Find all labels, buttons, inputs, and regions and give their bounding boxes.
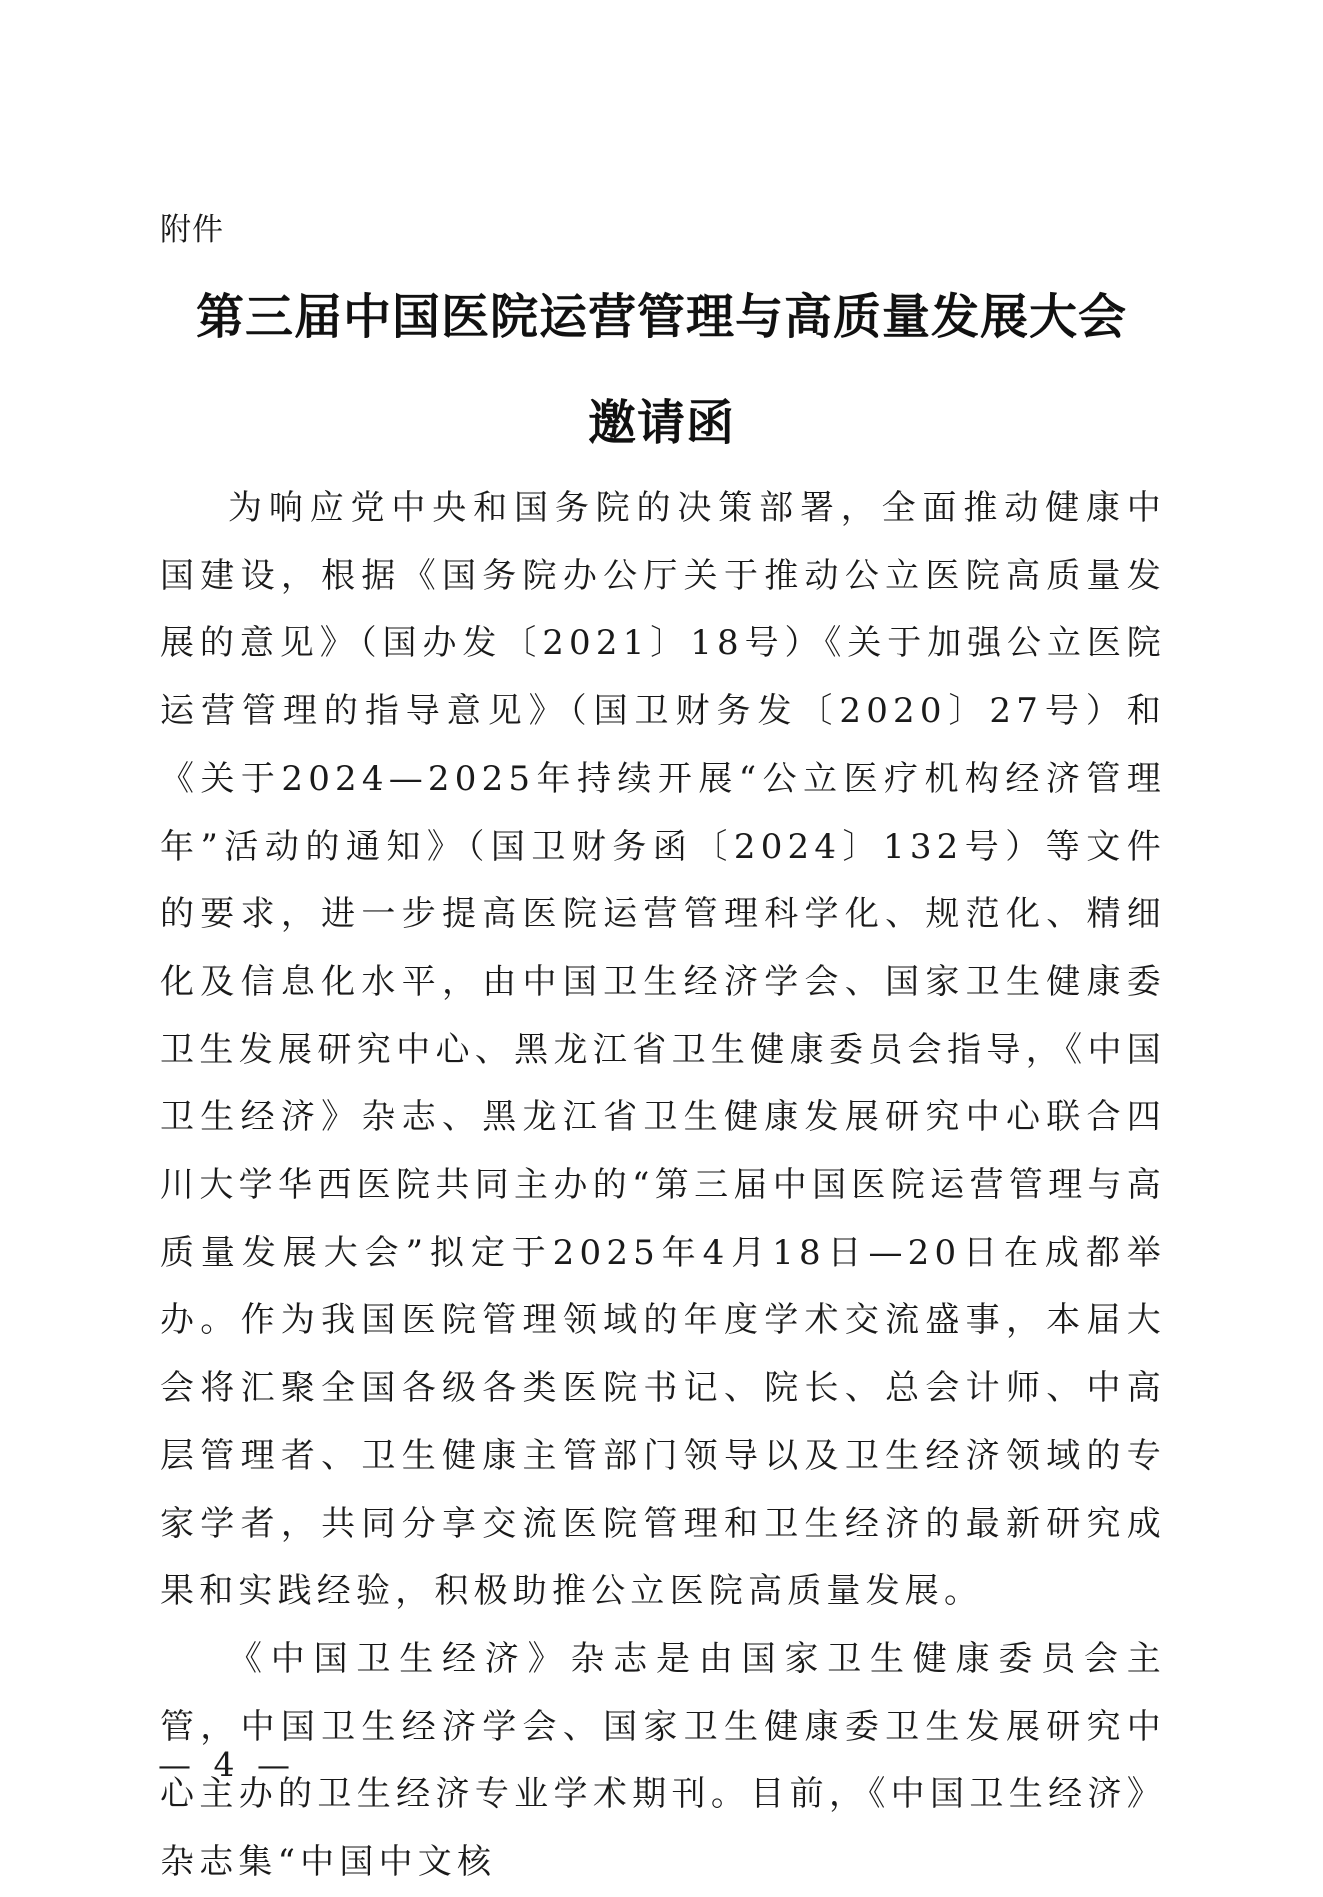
- page-number: — 4 —: [158, 1745, 296, 1784]
- body-paragraph: 《中国卫生经济》杂志是由国家卫生健康委员会主管，中国卫生经济学会、国家卫生健康委卫生发展研究中心主办的卫生经济专业学术期刊。目前，《中国卫生经济》杂志集“中国中文核: [160, 1638, 1166, 1883]
- body-paragraph: 为响应党中央和国务院的决策部署，全面推动健康中国建设，根据《国务院办公厅关于推动公立医院高质量发展的意见》（国办发〔2021〕18号）《关于加强公立医院运营管理的指导意见》（国卫财务发〔2020〕27号）和《关于2024—2025年持续开展“公立医疗机构经济管理年”活动的通知》（国卫财务函〔2024〕132号）等文件的要求，进一步提高医院运营管理科学化、规范化、精细化及信息化水平，由中国卫生经济学会、国家卫生健康委卫生发展研究中心、黑龙江省卫生健康委员会指导，《中国卫生经济》杂志、黑龙江省卫生健康发展研究中心联合四川大学华西医院共同主办的“第三届中国医院运营管理与高质量发展大会”拟定于2025年4月18日—20日在成都举办。作为我国医院管理领域的年度学术交流盛事，本届大会将汇聚全国各级各类医院书记、院长、总会计师、中高层管理者、卫生健康主管部门领导以及卫生经济领域的专家学者，共同分享交流医院管理和卫生经济的最新研究成果和实践经验，积极助推公立医院高质量发展。: [160, 488, 1166, 1612]
- document-subtitle: 邀请函: [587, 395, 735, 451]
- document-title: 第三届中国医院运营管理与高质量发展大会: [195, 289, 1127, 345]
- attachment-label: 附件: [160, 212, 224, 248]
- document-body: [160, 475, 1166, 1897]
